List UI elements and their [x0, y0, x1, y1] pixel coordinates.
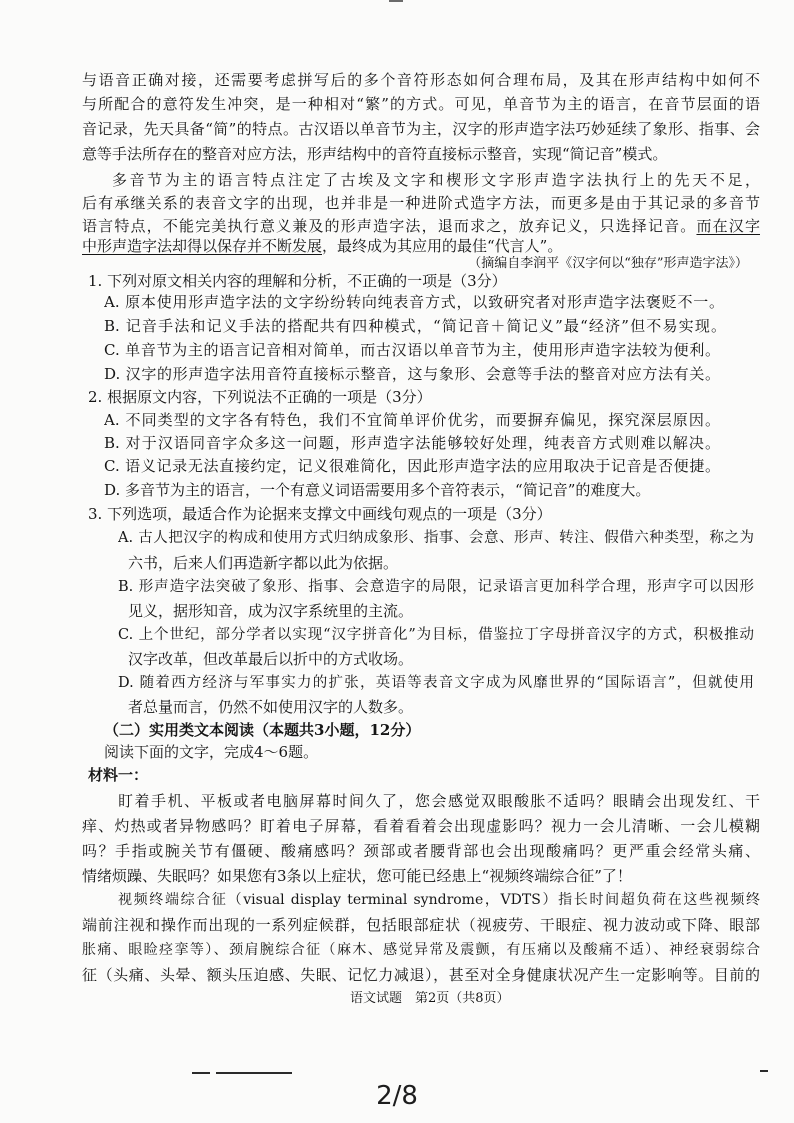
material-label: 材料一： — [88, 766, 149, 784]
question-2-stem: 2. 根据原文内容，下列说法不正确的一项是（3分） — [88, 388, 432, 406]
passage-line — [82, 216, 760, 236]
question-3-option-c-cont: 汉字改革，但改革最后以折中的方式收场。 — [128, 650, 414, 668]
page-footer: 语文试题 第2页（共8页） — [350, 991, 510, 1006]
question-1-option-c: C. 单音节为主的语言记音相对简单，而古汉语以单音节为主，使用形声造字法较为便利。 — [104, 341, 720, 359]
passage-line: 音记录，先天具备“简”的特点。古汉语以单音节为主，汉字的形声造字法巧妙延续了象形、指事、会 — [82, 120, 760, 138]
page-indicator: 2/8 — [376, 1081, 418, 1111]
section-instruction: 阅读下面的文字，完成4～6题。 — [104, 743, 319, 761]
material-line: 视频终端综合征（visual display terminal syndrome，VDTS）指长时间超负荷在这些视频终 — [118, 892, 760, 908]
question-2-option-b: B. 对于汉语同音字众多这一问题，形声造字法能够较好处理，纯表音方式则难以解决。 — [104, 434, 720, 452]
underlined-sentence: 而在汉字 — [696, 217, 760, 235]
material-line: 胀痛、眼睑痉挛等）、颈肩腕综合征（麻木、感觉异常及震颤，有压痛以及酸痛不适）、神经衰弱综合 — [82, 942, 760, 958]
question-1-stem: 1. 下列对原文相关内容的理解和分析，不正确的一项是（3分） — [88, 272, 507, 290]
scan-mark — [216, 1072, 292, 1074]
passage-text: 语言特点，不能完美执行意义兼及的形声造字法，退而求之，放弃记义，只选择记音。 — [82, 217, 697, 235]
material-line: 征（头痛、头晕、额头压迫感、失眠、记忆力减退），甚至对全身健康状况产生一定影响等。目前的 — [82, 966, 760, 984]
passage-line: 后有承继关系的表音文字的出现，也并非是一种进阶式造字方法，而更多是由于其记录的多音节 — [82, 194, 760, 212]
section-title: （二）实用类文本阅读（本题共3小题，12分） — [104, 721, 421, 739]
question-3-option-a: A. 古人把汉字的构成和使用方式归纳成象形、指事、会意、形声、转注、假借六种类型，称之为 — [118, 530, 754, 546]
question-3-option-c: C. 上个世纪，部分学者以实现“汉字拼音化”为目标，借鉴拉丁字母拼音汉字的方式，积极推动 — [118, 627, 754, 643]
scan-mark — [389, 0, 403, 2]
material-line: 端前注视和操作而出现的一系列症候群，包括眼部症状（视疲劳、干眼症、视力波动或下降、眼部 — [82, 916, 760, 934]
scan-mark — [760, 1070, 768, 1072]
scan-mark — [192, 1072, 210, 1074]
question-3-option-b: B. 形声造字法突破了象形、指事、会意造字的局限，记录语言更加科学合理，形声字可以因形 — [118, 579, 754, 595]
material-line: 吗？手指或腕关节有僵硬、酸痛感吗？颈部或者腰背部也会出现酸痛吗？更严重会经常头痛、 — [82, 842, 760, 860]
passage-line: 意等手法所存在的整音对应方法，形声结构中的音符直接标示整音，实现“简记音”模式。 — [82, 145, 668, 163]
passage-text: ，最终成为其应用的最佳“代言人”。 — [322, 237, 563, 255]
question-2-option-c: C. 语义记录无法直接约定，记义很难简化，因此形声造字法的应用取决于记音是否便捷。 — [104, 457, 720, 475]
passage-line: 与所配合的意符发生冲突，是一种相对“繁”的方式。可见，单音节为主的语言，在音节层面的语 — [82, 95, 760, 113]
question-1-option-d: D. 汉字的形声造字法用音符直接标示整音，这与象形、会意等手法的整音对应方法有关。 — [104, 365, 720, 383]
question-3-option-b-cont: 见义，据形知音，成为汉字系统里的主流。 — [128, 602, 414, 620]
source-citation: （摘编自李润平《汉字何以“独存”形声造字法》） — [468, 256, 748, 271]
passage-line — [82, 236, 760, 256]
question-3-option-d: D. 随着西方经济与军事实力的扩张，英语等表音文字成为风靡世界的“国际语言”，但就使用 — [118, 675, 754, 691]
material-line: 情绪烦躁、失眠吗？如果您有3条以上症状，您可能已经患上“视频终端综合征”了！ — [82, 867, 632, 885]
question-2-option-a: A. 不同类型的文字各有特色，我们不宜简单评价优劣，而要摒弃偏见，探究深层原因。 — [104, 411, 720, 429]
material-line: 痒、灼热或者异物感吗？盯着电子屏幕，看着看着会出现虚影吗？视力一会儿清晰、一会儿模糊 — [82, 817, 760, 835]
question-1-option-a: A. 原本使用形声造字法的文字纷纷转向纯表音方式，以致研究者对形声造字法褒贬不一。 — [104, 293, 724, 311]
question-3-option-d-cont: 者总量而言，仍然不如使用汉字的人数多。 — [128, 698, 414, 716]
question-2-option-d: D. 多音节为主的语言，一个有意义词语需要用多个音符表示，“简记音”的难度大。 — [104, 481, 651, 499]
question-3-stem: 3. 下列选项，最适合作为论据来支撑文中画线句观点的一项是（3分） — [88, 505, 552, 523]
question-3-option-a-cont: 六书，后来人们再造新字都以此为依据。 — [128, 554, 399, 572]
material-line: 盯着手机、平板或者电脑屏幕时间久了，您会感觉双眼酸胀不适吗？眼睛会出现发红、干 — [118, 792, 760, 810]
passage-line: 多音节为主的语言特点注定了古埃及文字和楔形文字形声造字法执行上的先天不足， — [112, 171, 760, 189]
question-1-option-b: B. 记音手法和记义手法的搭配共有四种模式，“简记音＋简记义”最“经济”但不易实现。 — [104, 317, 726, 335]
passage-line: 与语音正确对接，还需要考虑拼写后的多个音符形态如何合理布局，及其在形声结构中如何不 — [82, 71, 760, 89]
underlined-sentence: 中形声造字法却得以保存并不断发展 — [82, 237, 323, 255]
